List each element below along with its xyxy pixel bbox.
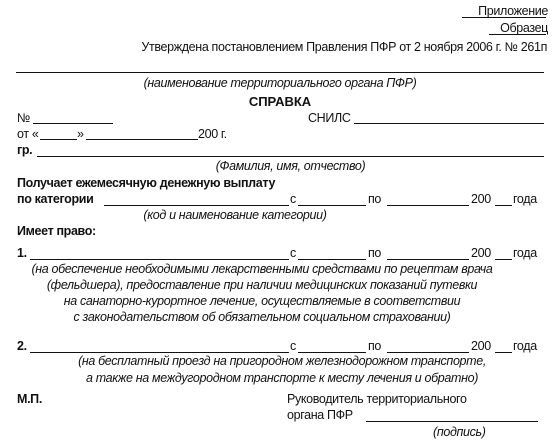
- category-to-label: по: [368, 192, 382, 206]
- category-label: по категории: [17, 192, 94, 206]
- item2-text-line: (на бесплатный проезд на пригородном железнодорожном транспорте,: [78, 354, 486, 368]
- stamp-label: М.П.: [17, 392, 42, 406]
- date-year-suffix: 200 г.: [198, 127, 227, 141]
- category-to-field[interactable]: [387, 205, 469, 206]
- date-day-field[interactable]: [40, 139, 77, 140]
- organ-caption: (наименование территориального органа ПФР): [143, 76, 417, 90]
- item2-year-prefix: 200: [471, 339, 491, 353]
- approved-text: Утверждена постановлением Правления ПФР от 2 ноября 2006 г. № 261п: [141, 40, 547, 54]
- category-field[interactable]: [104, 205, 289, 206]
- citizen-name-field[interactable]: [37, 156, 544, 157]
- has-right-label: Имеет право:: [17, 224, 96, 238]
- citizen-label: гр.: [17, 143, 33, 157]
- item1-year-field[interactable]: [495, 259, 512, 260]
- category-year-word: года: [513, 192, 537, 206]
- item2-to-field[interactable]: [387, 352, 469, 353]
- item1-number: 1.: [17, 246, 27, 260]
- organ-name-line[interactable]: [16, 72, 544, 73]
- item2-to-label: по: [368, 339, 382, 353]
- signature-caption: (подпись): [433, 425, 486, 439]
- item1-year-prefix: 200: [471, 246, 491, 260]
- category-year-prefix: 200: [471, 192, 491, 206]
- receives-text: Получает ежемесячную денежную выплату: [17, 176, 276, 190]
- date-from-label: от «: [17, 127, 39, 141]
- item2-from-field[interactable]: [298, 352, 366, 353]
- item1-from-field[interactable]: [298, 259, 366, 260]
- item2-text-line: а также на междугородном транспорте к месту лечения и обратно): [85, 371, 479, 385]
- item1-text-line: на санаторно-курортное лечение, осуществляемые в соответствии: [63, 294, 461, 308]
- item1-text-line: (фельдшера), предоставление при наличии медицинских показаний путевки: [46, 278, 478, 292]
- item2-year-field[interactable]: [495, 352, 512, 353]
- snils-field[interactable]: [354, 123, 544, 124]
- item1-to-label: по: [368, 246, 382, 260]
- item2-field[interactable]: [30, 352, 289, 353]
- item1-year-word: года: [513, 246, 537, 260]
- sample-underline: [489, 34, 546, 35]
- item1-to-field[interactable]: [387, 259, 469, 260]
- appendix-label: Приложение: [478, 4, 548, 18]
- date-month-field[interactable]: [86, 139, 198, 140]
- item1-text-line: (на обеспечение необходимыми лекарственными средствами по рецептам врача: [31, 262, 493, 276]
- appendix-underline: [462, 17, 546, 18]
- name-caption: (Фамилия, имя, отчество): [215, 159, 366, 173]
- item2-year-word: года: [513, 339, 537, 353]
- category-from-label: с: [290, 192, 296, 206]
- date-quote-close: »: [77, 127, 84, 141]
- snils-label: СНИЛС: [308, 111, 351, 125]
- category-caption: (код и наименование категории): [143, 208, 327, 222]
- signature-field[interactable]: [366, 421, 538, 422]
- category-from-field[interactable]: [298, 205, 366, 206]
- category-year-field[interactable]: [495, 205, 512, 206]
- head-title-line2: органа ПФР: [287, 408, 353, 422]
- item1-text-line: с законодательством об обязательном социальном страховании): [73, 310, 451, 324]
- number-field[interactable]: [33, 123, 113, 124]
- head-title-line1: Руководитель территориального: [287, 392, 467, 406]
- document-title: СПРАВКА: [248, 94, 312, 109]
- number-label: №: [17, 111, 31, 125]
- item1-from-label: с: [290, 246, 296, 260]
- item1-field[interactable]: [30, 259, 289, 260]
- item2-number: 2.: [17, 339, 27, 353]
- item2-from-label: с: [290, 339, 296, 353]
- sample-label: Образец: [500, 21, 548, 35]
